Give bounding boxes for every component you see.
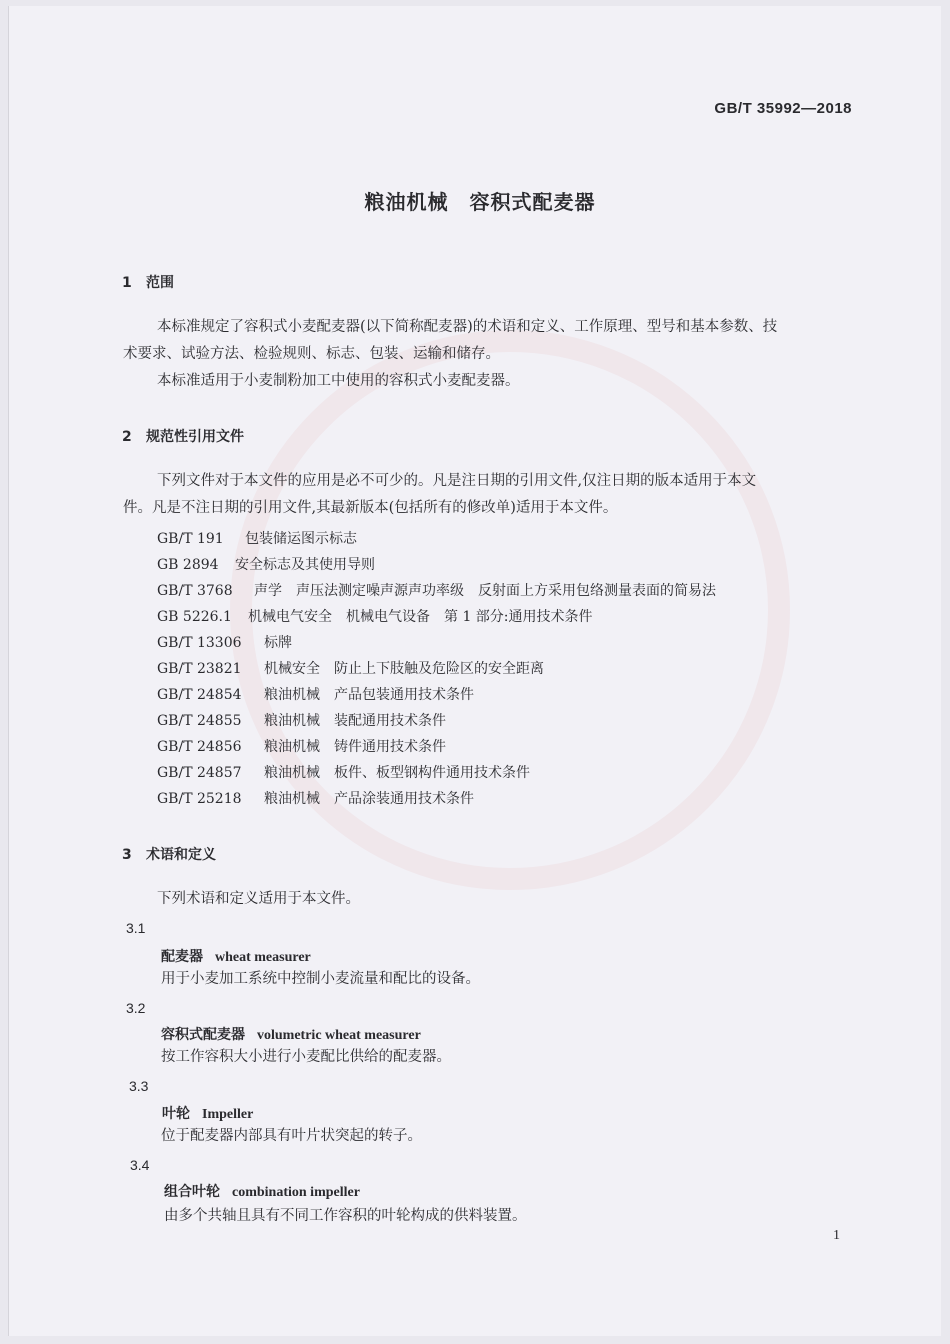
reference-title: 声学 声压法测定噪声源声功率级 反射面上方采用包络测量表面的简易法	[254, 583, 716, 599]
section-heading-normative	[122, 426, 244, 446]
term-number: 3.4	[130, 1157, 150, 1173]
reference-title: 标牌	[264, 635, 292, 651]
section-number: 1	[122, 275, 132, 291]
section-title: 范围	[146, 275, 174, 291]
reference-item	[157, 554, 375, 574]
reference-item	[157, 788, 474, 808]
term-name-en: Impeller	[202, 1107, 254, 1122]
term-name-zh: 配麦器	[161, 949, 203, 965]
reference-title: 安全标志及其使用导则	[235, 557, 375, 573]
term-name-en: volumetric wheat measurer	[257, 1028, 421, 1043]
term-name-en: wheat measurer	[215, 950, 311, 965]
section-title: 规范性引用文件	[146, 429, 244, 445]
reference-code: GB/T 191	[157, 531, 224, 547]
reference-title: 粮油机械 产品涂装通用技术条件	[264, 791, 474, 807]
normative-intro-line: 件。凡是不注日期的引用文件,其最新版本(包括所有的修改单)适用于本文件。	[123, 500, 618, 516]
reference-item	[157, 528, 357, 548]
reference-code: GB/T 24857	[157, 765, 242, 781]
term-name	[161, 946, 311, 966]
reference-code: GB/T 3768	[157, 583, 233, 599]
term-number: 3.2	[126, 1000, 146, 1016]
reference-title: 包装储运图示标志	[245, 531, 357, 547]
term-name-en: combination impeller	[232, 1185, 360, 1200]
term-definition: 由多个共轴且具有不同工作容积的叶轮构成的供料装置。	[164, 1208, 527, 1224]
scope-paragraph-line: 本标准规定了容积式小麦配麦器(以下简称配麦器)的术语和定义、工作原理、型号和基本参数、技	[157, 319, 778, 335]
reference-item	[157, 736, 446, 756]
reference-code: GB/T 25218	[157, 791, 242, 807]
section-heading-scope	[122, 272, 174, 292]
reference-title: 机械安全 防止上下肢触及危险区的安全距离	[264, 661, 544, 677]
reference-title: 粮油机械 板件、板型钢构件通用技术条件	[264, 765, 530, 781]
term-name	[161, 1024, 421, 1044]
normative-intro-line: 下列文件对于本文件的应用是必不可少的。凡是注日期的引用文件,仅注日期的版本适用于本文	[157, 473, 757, 489]
term-name-zh: 组合叶轮	[164, 1184, 220, 1200]
reference-item	[157, 710, 446, 730]
standard-code: GB/T 35992—2018	[714, 100, 852, 117]
reference-title: 机械电气安全 机械电气设备 第 1 部分:通用技术条件	[248, 609, 593, 625]
reference-code: GB/T 24854	[157, 687, 242, 703]
reference-item	[157, 658, 544, 678]
section-heading-terms	[122, 844, 216, 864]
term-definition: 位于配麦器内部具有叶片状突起的转子。	[161, 1128, 422, 1144]
reference-code: GB/T 23821	[157, 661, 242, 677]
reference-code: GB 5226.1	[157, 609, 232, 625]
term-definition: 按工作容积大小进行小麦配比供给的配麦器。	[161, 1049, 451, 1065]
section-title: 术语和定义	[146, 847, 216, 863]
term-definition: 用于小麦加工系统中控制小麦流量和配比的设备。	[161, 971, 480, 987]
reference-code: GB 2894	[157, 557, 219, 573]
reference-item	[157, 606, 593, 626]
reference-item	[157, 762, 530, 782]
scope-paragraph-line: 术要求、试验方法、检验规则、标志、包装、运输和储存。	[123, 346, 500, 362]
reference-item	[157, 684, 474, 704]
term-name	[162, 1103, 253, 1123]
terms-intro: 下列术语和定义适用于本文件。	[157, 891, 360, 907]
term-number: 3.1	[126, 920, 146, 936]
reference-code: GB/T 13306	[157, 635, 242, 651]
term-name-zh: 容积式配麦器	[161, 1027, 245, 1043]
reference-title: 粮油机械 铸件通用技术条件	[264, 739, 446, 755]
reference-title: 粮油机械 产品包装通用技术条件	[264, 687, 474, 703]
term-name	[164, 1181, 360, 1201]
reference-item	[157, 580, 716, 600]
section-number: 2	[122, 429, 132, 445]
reference-code: GB/T 24856	[157, 739, 242, 755]
scope-applicability: 本标准适用于小麦制粉加工中使用的容积式小麦配麦器。	[157, 373, 520, 389]
reference-item	[157, 632, 292, 652]
reference-code: GB/T 24855	[157, 713, 242, 729]
page-number: 1	[833, 1228, 840, 1243]
term-number: 3.3	[129, 1078, 149, 1094]
document-title: 粮油机械 容积式配麦器	[364, 190, 596, 214]
reference-title: 粮油机械 装配通用技术条件	[264, 713, 446, 729]
section-number: 3	[122, 847, 132, 863]
term-name-zh: 叶轮	[162, 1106, 190, 1122]
